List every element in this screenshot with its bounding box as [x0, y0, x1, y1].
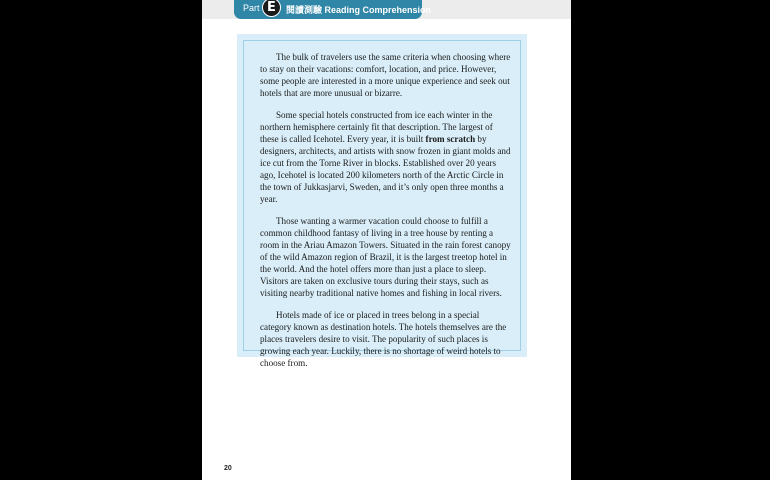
section-header-tab: [234, 0, 432, 19]
paragraph-4: Hotels made of ice or placed in trees belong in a special category known as destination hotels. The hotels themselves are the places travelers desire to visit. The popularity of such places is growing each year. Luckily, there is no shortage of weird hotels to choose from.: [260, 310, 507, 368]
part-badge: [262, 0, 281, 17]
paragraph-2-end: by designers, architects, and artists with snow frozen in giant molds and ice cut from the Torne River in blocks. Established over 20 years ago, Icehotel is located 200 kilometers north of the Arctic Circle in the town of Jukkasjarvi, Sweden, and it’s only open three months a year.: [260, 134, 511, 204]
part-label: Part: [243, 3, 260, 13]
paragraph-3: Those wanting a warmer vacation could choose to fulfill a common childhood fantasy of living in a tree house by renting a room in the Ariau Amazon Towers. Situated in the rain forest canopy of the wild Amazon region of Brazil, it is the largest treetop hotel in the world. And the hotel offers more than just a place to sleep. Visitors are taken on exclusive tours during their stays, such as visiting nearby traditional native homes and fishing in local rivers.: [260, 216, 511, 298]
book-page: [202, 0, 571, 480]
reading-passage-frame: [243, 40, 521, 368]
reading-passage-box: [237, 34, 527, 368]
section-title: 閱讀測驗 Reading Comprehension: [286, 5, 432, 15]
paragraph-1: The bulk of travelers use the same criteria when choosing where to stay on their vacations: comfort, location, and price. However, some people are interested in a more unique experience and seek out hotels that are more unusual or bizarre.: [260, 52, 511, 98]
bold-phrase: from scratch: [425, 134, 476, 144]
paragraph-2: [260, 109, 512, 205]
page-number: 20: [224, 465, 232, 472]
paragraph-2-start: Some special hotels constructed from ice each winter in the northern hemisphere certainly fit that description. The largest of these is called Icehotel. Every year, it is built: [260, 110, 493, 144]
part-letter: E: [267, 0, 276, 15]
